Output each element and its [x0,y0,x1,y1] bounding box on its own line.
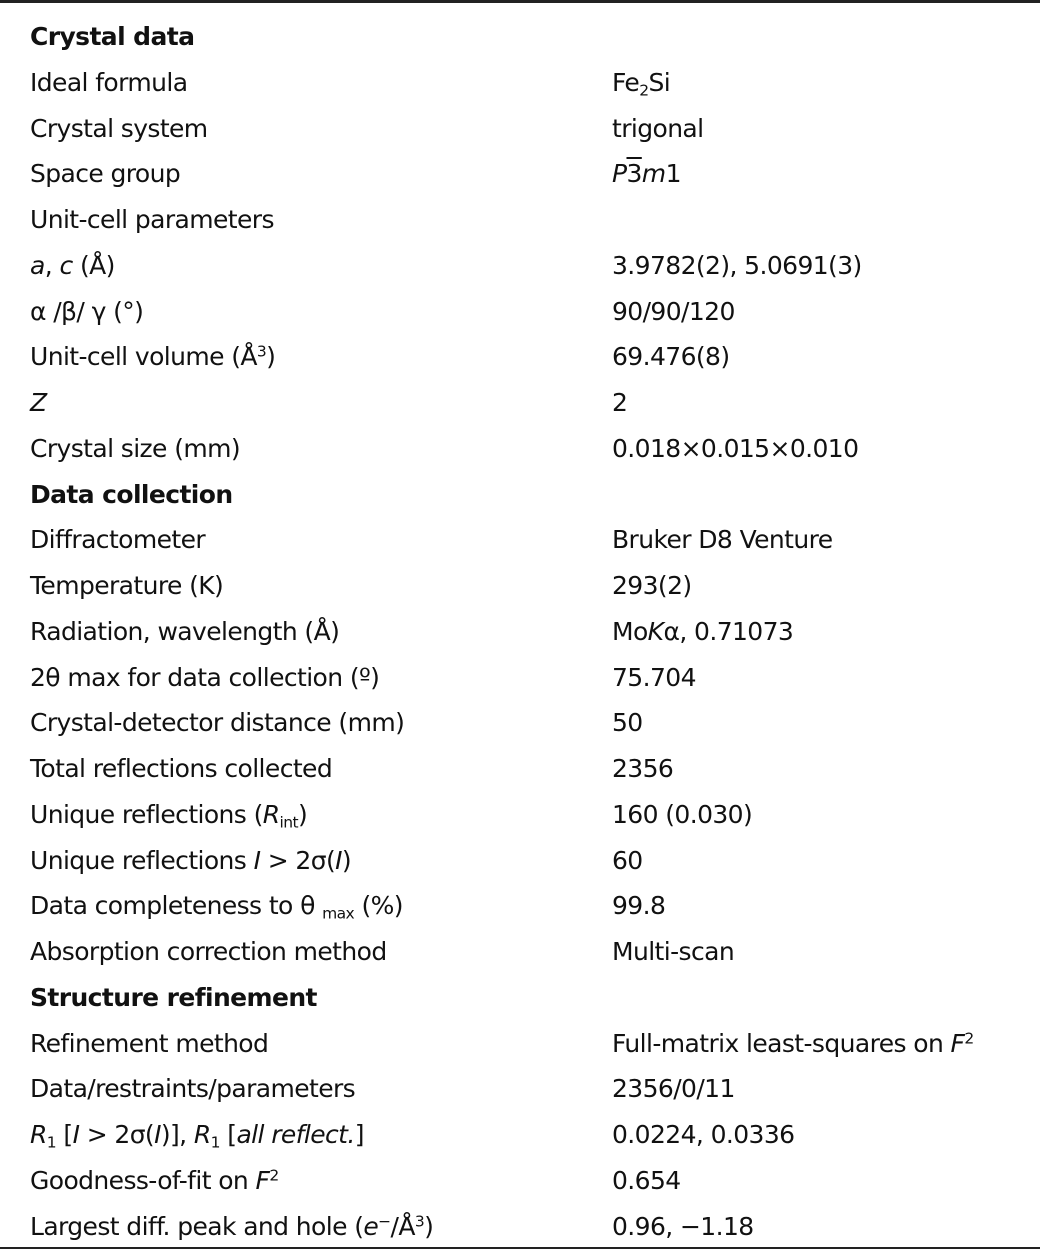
row-label: Ideal formula [30,67,188,97]
table-row [0,700,1040,746]
row-label-unit-cell-volume: Unit-cell volume $(Å^3)$ [30,342,276,372]
row-value: 75.704 [612,662,696,692]
table-row [0,838,1040,884]
table-row [0,517,1040,563]
row-value: 69.476(8) [612,342,730,372]
row-label: Crystal size (mm) [30,433,241,463]
table-row [0,243,1040,289]
row-label-unique-rint: Unique reflections $(R_{int})$ [30,799,308,832]
row-value: 0.018×0.015×0.010 [612,433,859,463]
row-label: Temperature (K) [30,571,224,600]
row-value: Multi-scan [612,937,735,966]
table-row [0,60,1040,106]
section-header-crystal-data [0,14,1040,60]
table-row [0,106,1040,152]
table-row [0,1021,1040,1067]
table-row [0,1066,1040,1112]
row-value: 60 [612,845,643,875]
row-label-completeness: Data completeness to θ $_{max}$ (%) [30,891,403,923]
row-value: 160 (0.030) [612,799,753,829]
table-row [0,426,1040,472]
table-row [0,655,1040,701]
section-header-data-collection [0,472,1040,518]
section-title: Data collection [30,479,233,509]
row-value: 0.96, −1.18 [612,1211,754,1241]
row-label-gof: Goodness-of-fit on $F^2$ [30,1165,279,1195]
crystal-data-table [0,14,1040,1249]
row-label: Crystal-detector distance (mm) [30,708,405,738]
section-title: Structure refinement [30,982,317,1012]
table-row [0,1158,1040,1204]
row-value: Bruker D8 Venture [612,525,833,555]
table-bottom-rule [0,1247,1040,1249]
row-label: Space group [30,159,181,189]
row-value: 3.9782(2), 5.0691(3) [612,250,862,280]
row-label: Radiation, wavelength (Å) [30,616,340,646]
row-label: Total reflections collected [30,754,333,783]
row-value: 50 [612,708,643,738]
table-row [0,1112,1040,1158]
row-value: trigonal [612,113,704,143]
table-row [0,609,1040,655]
section-title: Crystal data [30,22,195,51]
row-label: Data/restraints/parameters [30,1074,356,1104]
row-value: 2356/0/11 [612,1074,735,1104]
row-label: α /β/ γ (°) [30,296,144,326]
table-row [0,380,1040,426]
row-label-z: Z [30,388,47,417]
table-row [0,792,1040,838]
section-header-structure-refinement [0,975,1040,1021]
table-row [0,289,1040,335]
row-value-space-group: P3m1 [612,159,681,189]
row-label-unique-i-2sigma: Unique reflections I > 2σ(I) [30,845,352,875]
table-row [0,151,1040,197]
table-row [0,197,1040,243]
row-value-refinement-method: Full-matrix least-squares on $F^2$ [612,1028,974,1058]
row-value-radiation: MoKα, 0.71073 [612,616,794,646]
table-row [0,883,1040,929]
row-label: Unit-cell parameters [30,205,274,234]
row-value: 90/90/120 [612,296,735,326]
row-value: 99.8 [612,891,666,921]
table-row [0,746,1040,792]
row-label-r1: $R_1$ [I > 2σ(I)], $R_1$ [all reflect.] [30,1120,364,1152]
table-top-rule [0,0,1040,3]
table-row [0,334,1040,380]
row-label-a-c: a, c (Å) [30,250,115,280]
row-value: 293(2) [612,571,692,600]
row-label: Refinement method [30,1028,269,1058]
table-row [0,563,1040,609]
row-value: 0.0224, 0.0336 [612,1120,795,1149]
row-label-diff-peak: Largest diff. peak and hole $(e^-/Å^3)$ [30,1211,434,1241]
row-value: 0.654 [612,1165,681,1195]
row-value-ideal-formula: $Fe_2Si$ [612,67,671,100]
row-value: 2356 [612,754,674,783]
table-row [0,929,1040,975]
table-row [0,1204,1040,1250]
row-label: Absorption correction method [30,937,387,966]
row-label: Crystal system [30,113,208,143]
row-label: Diffractometer [30,525,206,555]
row-label: 2θ max for data collection (º) [30,662,380,692]
row-value: 2 [612,388,628,417]
